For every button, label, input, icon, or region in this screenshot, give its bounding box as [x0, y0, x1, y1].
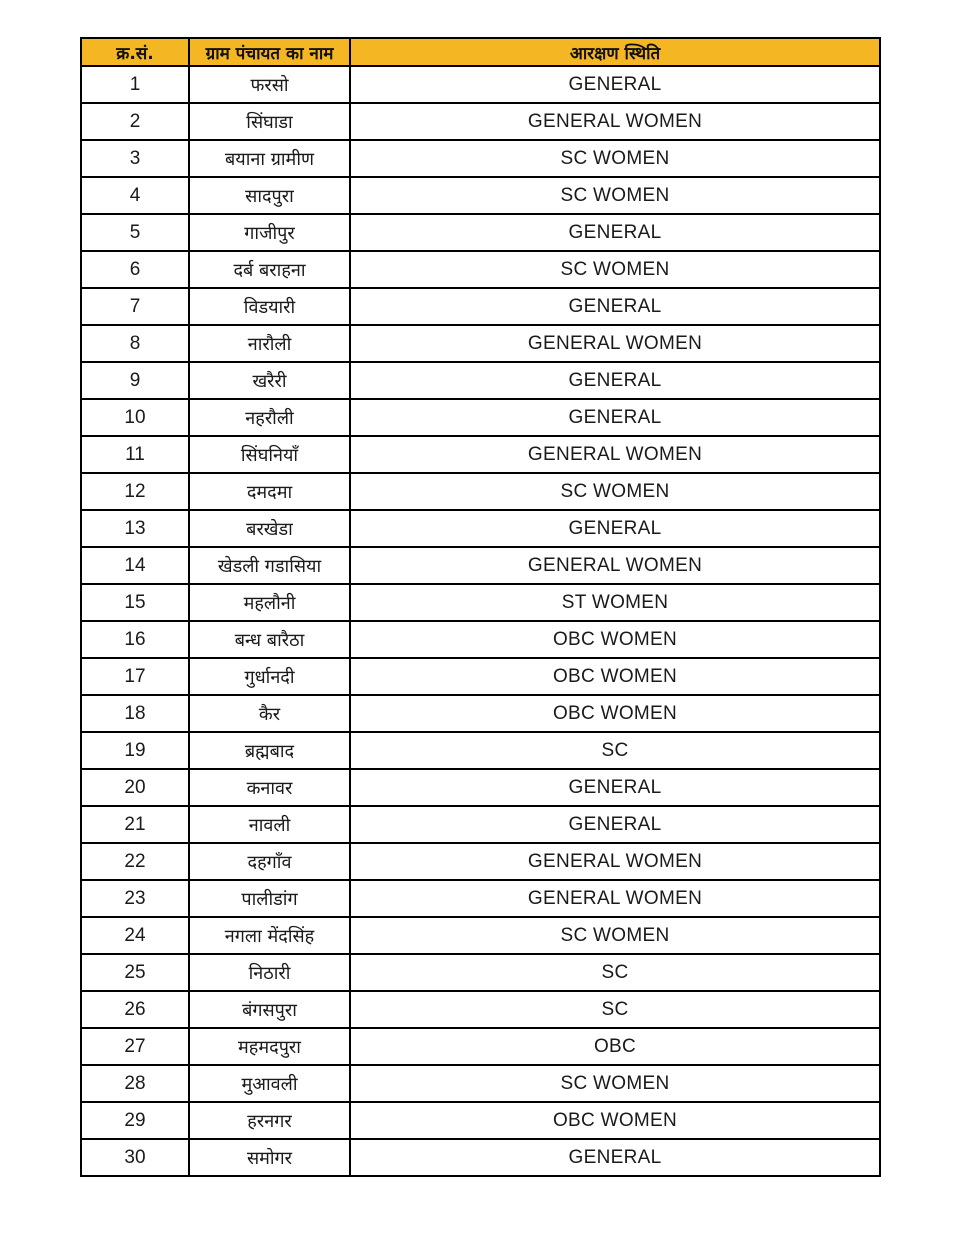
village-name-cell: कनावर [189, 769, 350, 806]
table-row [81, 251, 880, 288]
table-row [81, 658, 880, 695]
serial-number-cell: 16 [81, 621, 189, 658]
table-row [81, 880, 880, 917]
serial-number-cell: 17 [81, 658, 189, 695]
serial-number-cell: 25 [81, 954, 189, 991]
reservation-table [80, 37, 881, 1177]
reservation-status-cell: GENERAL [350, 288, 880, 325]
reservation-status-cell: GENERAL WOMEN [350, 843, 880, 880]
serial-number-cell: 13 [81, 510, 189, 547]
village-name-cell: नावली [189, 806, 350, 843]
village-name-cell: खेडली गडासिया [189, 547, 350, 584]
reservation-status-cell: SC WOMEN [350, 251, 880, 288]
table-row [81, 436, 880, 473]
serial-number-cell: 27 [81, 1028, 189, 1065]
table-row [81, 769, 880, 806]
table-row [81, 1065, 880, 1102]
reservation-status-cell: GENERAL [350, 769, 880, 806]
reservation-status-cell: GENERAL WOMEN [350, 547, 880, 584]
serial-number-cell: 2 [81, 103, 189, 140]
reservation-status-cell: GENERAL WOMEN [350, 880, 880, 917]
reservation-status-cell: GENERAL [350, 66, 880, 103]
serial-number-cell: 22 [81, 843, 189, 880]
table-body [81, 66, 880, 1176]
village-name-cell: खरैरी [189, 362, 350, 399]
serial-number-cell: 9 [81, 362, 189, 399]
village-name-cell: मुआवली [189, 1065, 350, 1102]
table-row [81, 473, 880, 510]
reservation-status-cell: GENERAL [350, 399, 880, 436]
table-row [81, 325, 880, 362]
table-row [81, 843, 880, 880]
serial-number-cell: 20 [81, 769, 189, 806]
village-name-cell: दमदमा [189, 473, 350, 510]
village-name-cell: कैर [189, 695, 350, 732]
reservation-status-cell: SC [350, 991, 880, 1028]
reservation-status-cell: SC WOMEN [350, 177, 880, 214]
header-reservation-status: आरक्षण स्थिति [350, 38, 880, 66]
serial-number-cell: 6 [81, 251, 189, 288]
village-name-cell: महलौनी [189, 584, 350, 621]
table-row [81, 510, 880, 547]
table-row [81, 66, 880, 103]
reservation-status-cell: GENERAL [350, 510, 880, 547]
village-name-cell: बयाना ग्रामीण [189, 140, 350, 177]
village-name-cell: ब्रह्मबाद [189, 732, 350, 769]
table-row [81, 732, 880, 769]
reservation-status-cell: OBC WOMEN [350, 658, 880, 695]
reservation-status-cell: SC WOMEN [350, 473, 880, 510]
reservation-status-cell: GENERAL [350, 362, 880, 399]
reservation-status-cell: SC [350, 732, 880, 769]
table-row [81, 103, 880, 140]
reservation-status-cell: OBC [350, 1028, 880, 1065]
header-row [81, 38, 880, 66]
table-row [81, 991, 880, 1028]
village-name-cell: नगला मेंदसिंह [189, 917, 350, 954]
serial-number-cell: 18 [81, 695, 189, 732]
village-name-cell: गाजीपुर [189, 214, 350, 251]
reservation-sheet [80, 37, 879, 1177]
reservation-status-cell: GENERAL WOMEN [350, 103, 880, 140]
village-name-cell: गुर्धानदी [189, 658, 350, 695]
village-name-cell: बन्ध बारैठा [189, 621, 350, 658]
village-name-cell: दहगाँव [189, 843, 350, 880]
reservation-status-cell: SC [350, 954, 880, 991]
village-name-cell: नारौली [189, 325, 350, 362]
reservation-status-cell: GENERAL [350, 806, 880, 843]
serial-number-cell: 10 [81, 399, 189, 436]
village-name-cell: फरसो [189, 66, 350, 103]
reservation-status-cell: SC WOMEN [350, 1065, 880, 1102]
reservation-status-cell: OBC WOMEN [350, 621, 880, 658]
table-row [81, 1139, 880, 1176]
reservation-status-cell: OBC WOMEN [350, 1102, 880, 1139]
village-name-cell: दर्ब बराहना [189, 251, 350, 288]
reservation-status-cell: GENERAL WOMEN [350, 436, 880, 473]
header-village-name: ग्राम पंचायत का नाम [189, 38, 350, 66]
village-name-cell: बंगसपुरा [189, 991, 350, 1028]
serial-number-cell: 21 [81, 806, 189, 843]
serial-number-cell: 19 [81, 732, 189, 769]
reservation-status-cell: ST WOMEN [350, 584, 880, 621]
serial-number-cell: 4 [81, 177, 189, 214]
serial-number-cell: 29 [81, 1102, 189, 1139]
serial-number-cell: 28 [81, 1065, 189, 1102]
table-row [81, 288, 880, 325]
table-header [81, 38, 880, 66]
table-row [81, 806, 880, 843]
village-name-cell: पालीडांग [189, 880, 350, 917]
serial-number-cell: 11 [81, 436, 189, 473]
village-name-cell: सादपुरा [189, 177, 350, 214]
village-name-cell: विडयारी [189, 288, 350, 325]
reservation-status-cell: GENERAL [350, 214, 880, 251]
serial-number-cell: 7 [81, 288, 189, 325]
table-row [81, 547, 880, 584]
village-name-cell: महमदपुरा [189, 1028, 350, 1065]
serial-number-cell: 1 [81, 66, 189, 103]
village-name-cell: नहरौली [189, 399, 350, 436]
table-row [81, 177, 880, 214]
reservation-status-cell: GENERAL [350, 1139, 880, 1176]
table-row [81, 214, 880, 251]
serial-number-cell: 12 [81, 473, 189, 510]
serial-number-cell: 23 [81, 880, 189, 917]
serial-number-cell: 14 [81, 547, 189, 584]
reservation-status-cell: OBC WOMEN [350, 695, 880, 732]
reservation-status-cell: GENERAL WOMEN [350, 325, 880, 362]
village-name-cell: हरनगर [189, 1102, 350, 1139]
table-row [81, 1102, 880, 1139]
serial-number-cell: 3 [81, 140, 189, 177]
serial-number-cell: 26 [81, 991, 189, 1028]
village-name-cell: सिंघाडा [189, 103, 350, 140]
serial-number-cell: 30 [81, 1139, 189, 1176]
village-name-cell: निठारी [189, 954, 350, 991]
table-row [81, 399, 880, 436]
table-row [81, 362, 880, 399]
table-row [81, 695, 880, 732]
reservation-status-cell: SC WOMEN [350, 140, 880, 177]
serial-number-cell: 8 [81, 325, 189, 362]
table-row [81, 1028, 880, 1065]
table-row [81, 954, 880, 991]
serial-number-cell: 5 [81, 214, 189, 251]
village-name-cell: समोगर [189, 1139, 350, 1176]
village-name-cell: सिंघनियाँ [189, 436, 350, 473]
table-row [81, 140, 880, 177]
village-name-cell: बरखेडा [189, 510, 350, 547]
header-serial: क्र.सं. [81, 38, 189, 66]
reservation-status-cell: SC WOMEN [350, 917, 880, 954]
table-row [81, 917, 880, 954]
table-row [81, 584, 880, 621]
table-row [81, 621, 880, 658]
serial-number-cell: 15 [81, 584, 189, 621]
serial-number-cell: 24 [81, 917, 189, 954]
